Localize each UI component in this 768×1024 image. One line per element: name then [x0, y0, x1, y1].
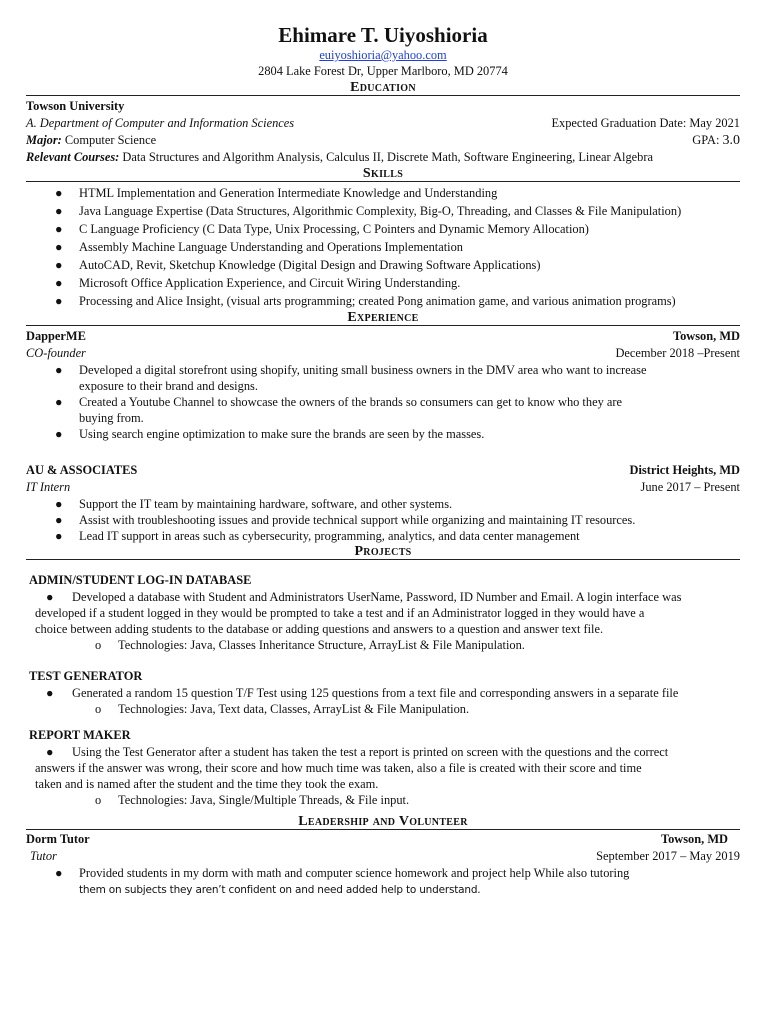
- bullet-text-cont: them on subjects they aren’t confident on and need added help to understand.: [79, 884, 481, 896]
- bullet-text: Support the IT team by maintaining hardware, software, and other systems.: [79, 497, 453, 511]
- bullet-icon: ●: [55, 258, 63, 272]
- skills-list: [26, 184, 740, 310]
- org-location: District Heights, MD: [629, 463, 740, 477]
- list-item: [26, 865, 740, 898]
- list-item: [26, 776, 740, 792]
- skill-text: HTML Implementation and Generation Intermediate Knowledge and Understanding: [79, 186, 498, 200]
- list-item: [26, 394, 740, 426]
- circle-bullet-icon: o: [95, 793, 102, 807]
- tech-text: Technologies: Java, Text data, Classes, ArrayList & File Manipulation.: [118, 702, 470, 716]
- bullet-text: Created a Youtube Channel to showcase the owners of the brands so consumers can get to know who they are: [79, 395, 622, 409]
- experience-role-row: [26, 479, 740, 496]
- major-value: Computer Science: [64, 133, 157, 147]
- bullet-icon: ●: [55, 363, 63, 377]
- bullet-icon: ●: [55, 186, 63, 200]
- skill-text: C Language Proficiency (C Data Type, Unix Processing, C Pointers and Dynamic Memory Allocation): [79, 222, 589, 236]
- bullet-icon: ●: [55, 866, 63, 880]
- list-item: [26, 256, 740, 274]
- bullet-text-cont: exposure to their brand and designs.: [79, 379, 258, 393]
- section-title-projects: Projects: [26, 544, 740, 560]
- circle-bullet-icon: o: [95, 702, 102, 716]
- bullet-icon: ●: [55, 240, 63, 254]
- bullet-icon: ●: [55, 204, 63, 218]
- project-title: TEST GENERATOR: [29, 669, 143, 683]
- education-header-row: [26, 98, 740, 115]
- bullet-icon: ●: [55, 395, 63, 409]
- school-name: Towson University: [26, 99, 125, 113]
- experience-header-row: [26, 328, 740, 345]
- bullet-text: Assist with troubleshooting issues and provide technical support while organizing and maintaining IT resources.: [79, 513, 636, 527]
- courses-label: Relevant Courses:: [26, 150, 120, 164]
- leadership-bullets: [26, 865, 740, 898]
- courses-line: [26, 149, 740, 166]
- role: IT Intern: [26, 480, 71, 494]
- list-item: [26, 744, 740, 760]
- dates: September 2017 – May 2019: [596, 849, 740, 863]
- education-major-row: [26, 132, 740, 149]
- bullet-icon: ●: [55, 427, 63, 441]
- list-item: [26, 238, 740, 256]
- email-link[interactable]: euiyoshioria@yahoo.com: [319, 48, 447, 62]
- gpa-label: GPA:: [692, 133, 720, 147]
- skill-text: Processing and Alice Insight, (visual arts programming; created Pong animation game, and various animation programs): [79, 294, 676, 308]
- skill-text: AutoCAD, Revit, Sketchup Knowledge (Digital Design and Drawing Software Applications): [79, 258, 541, 272]
- spacer: [26, 442, 740, 462]
- project-text-cont: taken and is named after the student and the time they took the exam.: [35, 777, 379, 791]
- dates: December 2018 –Present: [615, 346, 740, 360]
- section-title-skills: Skills: [26, 166, 740, 182]
- experience-bullets: [26, 496, 740, 544]
- bullet-icon: ●: [55, 497, 63, 511]
- courses-value: Data Structures and Algorithm Analysis, Calculus II, Discrete Math, Software Engineering, Linear Algebra: [122, 150, 653, 164]
- list-item: [26, 621, 740, 637]
- bullet-text: Developed a digital storefront using shopify, uniting small business owners in the DMV area who want to increase: [79, 363, 647, 377]
- bullet-icon: ●: [46, 745, 54, 759]
- bullet-text: Lead IT support in areas such as cybersecurity, programming, analytics, and data center management: [79, 529, 580, 543]
- bullet-text: Using search engine optimization to make sure the brands are seen by the masses.: [79, 427, 485, 441]
- list-item: [26, 220, 740, 238]
- project-text: Using the Test Generator after a student has taken the test a report is printed on screen with the questions and the correct: [72, 745, 669, 759]
- project-bullets: [26, 589, 740, 637]
- project-text-cont: choice between adding students to the database or adding questions and answers to a question and answer text file.: [35, 622, 604, 636]
- list-item: [26, 292, 740, 310]
- project-text: Developed a database with Student and Administrators UserName, Password, ID Number and Email. A login interface was: [72, 590, 682, 604]
- bullet-icon: ●: [55, 276, 63, 290]
- project-title: REPORT MAKER: [29, 728, 131, 742]
- leadership-header-row: [26, 831, 740, 848]
- skill-text: Java Language Expertise (Data Structures, Algorithmic Complexity, Big-O, Threading, and Classes & File Manipulation): [79, 204, 682, 218]
- education-dept-row: [26, 115, 740, 132]
- resume-page: [26, 22, 740, 898]
- project-text: Generated a random 15 question T/F Test using 125 questions from a text file and corresponding answers in a separate file: [72, 686, 679, 700]
- list-item: [26, 426, 740, 442]
- project-text-cont: developed if a student logged in they would be prompted to take a test and if an Administrator logged in they would have a: [35, 606, 645, 620]
- major-label: Major:: [26, 133, 62, 147]
- leadership-role-row: [26, 848, 740, 865]
- bullet-icon: ●: [55, 529, 63, 543]
- gpa-value: 3.0: [722, 133, 740, 148]
- experience-header-row: [26, 462, 740, 479]
- circle-bullet-icon: o: [95, 638, 102, 652]
- list-item: [26, 528, 740, 544]
- list-item: [26, 760, 740, 776]
- org-name: Dorm Tutor: [26, 832, 90, 846]
- project-tech: [26, 792, 740, 809]
- project-bullets: [26, 744, 740, 792]
- project-title: ADMIN/STUDENT LOG-IN DATABASE: [29, 573, 252, 587]
- section-title-education: Education: [26, 80, 740, 96]
- gpa-line: [692, 132, 740, 149]
- section-title-experience: Experience: [26, 310, 740, 326]
- tech-text: Technologies: Java, Single/Multiple Threads, & File input.: [118, 793, 410, 807]
- graduation-date: Expected Graduation Date: May 2021: [551, 116, 740, 130]
- project-tech: [26, 637, 740, 654]
- org-location: Towson, MD: [672, 329, 740, 343]
- bullet-icon: ●: [55, 513, 63, 527]
- list-item: [26, 184, 740, 202]
- project-bullets: [26, 685, 740, 701]
- bullet-icon: ●: [46, 686, 54, 700]
- list-item: [26, 496, 740, 512]
- org-name: DapperME: [26, 329, 86, 343]
- list-item: [26, 512, 740, 528]
- bullet-text-cont: buying from.: [79, 411, 144, 425]
- bullet-icon: ●: [46, 590, 54, 604]
- list-item: [26, 685, 740, 701]
- experience-bullets: [26, 362, 740, 442]
- experience-role-row: [26, 345, 740, 362]
- bullet-icon: ●: [55, 294, 63, 308]
- org-location: Towson, MD: [660, 832, 728, 846]
- list-item: [26, 202, 740, 220]
- department: A. Department of Computer and Information Sciences: [26, 116, 295, 130]
- project-tech: [26, 701, 740, 718]
- bullet-text: Provided students in my dorm with math and computer science homework and project help While also tutoring: [79, 866, 630, 880]
- tech-text: Technologies: Java, Classes Inheritance Structure, ArrayList & File Manipulation.: [118, 638, 525, 652]
- skill-text: Microsoft Office Application Experience, and Circuit Wiring Understanding.: [79, 276, 461, 290]
- dates: June 2017 – Present: [640, 480, 740, 494]
- address: 2804 Lake Forest Dr, Upper Marlboro, MD 20774: [258, 64, 508, 78]
- major-line: [26, 132, 156, 149]
- bullet-icon: ●: [55, 222, 63, 236]
- org-name: AU & ASSOCIATES: [26, 463, 138, 477]
- skill-text: Assembly Machine Language Understanding and Operations Implementation: [79, 240, 464, 254]
- section-title-leadership: Leadership and Volunteer: [26, 814, 740, 830]
- list-item: [26, 362, 740, 394]
- list-item: [26, 605, 740, 621]
- role: CO-founder: [26, 346, 86, 360]
- project-text-cont: answers if the answer was wrong, their score and how much time was taken, also a file is created with their score and time: [35, 761, 642, 775]
- list-item: [26, 274, 740, 292]
- candidate-name: Ehimare T. Uiyoshioria: [278, 23, 488, 47]
- role: Tutor: [30, 849, 57, 863]
- list-item: [26, 589, 740, 605]
